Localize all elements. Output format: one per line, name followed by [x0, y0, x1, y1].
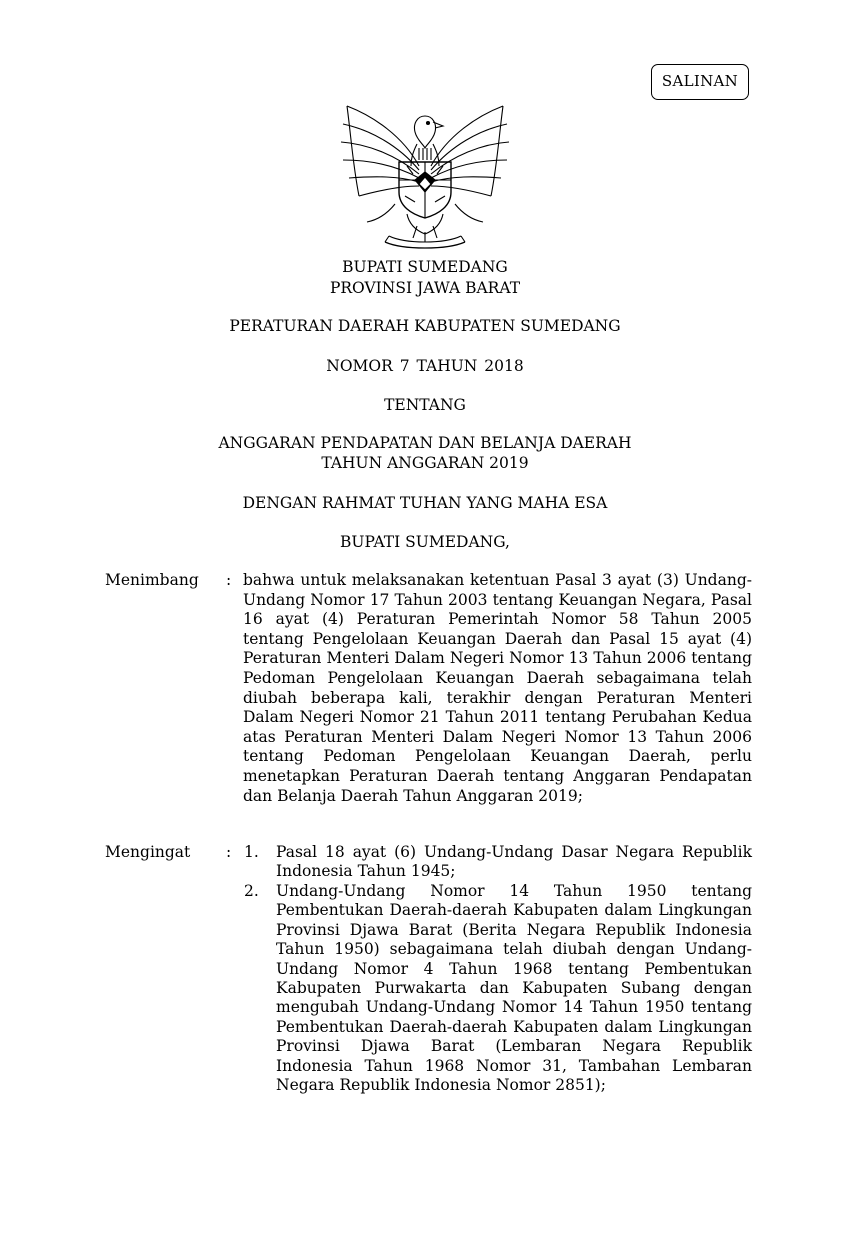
subject-line-2: TAHUN ANGGARAN 2019 — [321, 454, 529, 472]
menimbang-label: Menimbang — [105, 571, 199, 589]
subject-line-1: ANGGARAN PENDAPATAN DAN BELANJA DAERAH — [218, 434, 632, 452]
regulation-number: NOMOR 7 TAHUN 2018 — [326, 357, 524, 375]
regulation-title: PERATURAN DAERAH KABUPATEN SUMEDANG — [229, 317, 621, 335]
menimbang-text: bahwa untuk melaksanakan ketentuan Pasal 3 ayat (3) Undang-Undang Nomor 17 Tahun 2003 tentang Keuangan Negara, Pasal 16 ayat (4) Peraturan Pemerintah Nomor 58 Tahun 2005 tentang Pengelolaan Keuangan Daerah dan Pasal 15 ayat (4) Peraturan Menteri Dalam Negeri Nomor 13 Tahun 2006 tentang Pedoman Pengelolaan Keuangan Daerah sebagaimana telah diubah beberapa kali, terakhir dengan Peraturan Menteri Dalam Negeri Nomor 21 Tahun 2011 tentang Perubahan Kedua atas Peraturan Menteri Dalam Negeri Nomor 13 Tahun 2006 tentang Pedoman Pengelolaan Keuangan Daerah, perlu menetapkan Peraturan Daerah tentang Anggaran Pendapatan dan Belanja Daerah Tahun Anggaran 2019; — [243, 571, 752, 805]
mengingat-colon: : — [226, 843, 232, 861]
menimbang-colon: : — [226, 571, 232, 589]
salinan-stamp: SALINAN — [651, 64, 749, 100]
mengingat-label: Mengingat — [105, 843, 191, 861]
issuer-title: BUPATI SUMEDANG — [342, 258, 508, 276]
mengingat-item-number: 1. — [244, 843, 259, 861]
blessing-line: DENGAN RAHMAT TUHAN YANG MAHA ESA — [242, 494, 608, 512]
official-title: BUPATI SUMEDANG, — [339, 533, 510, 551]
mengingat-item-number: 2. — [244, 882, 259, 900]
garuda-emblem-icon — [333, 96, 517, 254]
about-heading: TENTANG — [384, 396, 466, 414]
mengingat-item-text: Pasal 18 ayat (6) Undang-Undang Dasar Negara Republik Indonesia Tahun 1945; — [276, 843, 752, 881]
province-title: PROVINSI JAWA BARAT — [329, 279, 521, 297]
mengingat-item-text: Undang-Undang Nomor 14 Tahun 1950 tentang Pembentukan Daerah-daerah Kabupaten dalam Lingkungan Provinsi Djawa Barat (Berita Negara Republik Indonesia Tahun 1950) sebagaimana telah diubah dengan Undang-Undang Nomor 4 Tahun 1968 tentang Pembentukan Kabupaten Purwakarta dan Kabupaten Subang dengan mengubah Undang-Undang Nomor 14 Tahun 1950 tentang Pembentukan Daerah-daerah Kabupaten dalam Lingkungan Provinsi Djawa Barat (Lembaran Negara Republik Indonesia Tahun 1968 Nomor 31, Tambahan Lembaran Negara Republik Indonesia Nomor 2851); — [276, 882, 752, 1095]
